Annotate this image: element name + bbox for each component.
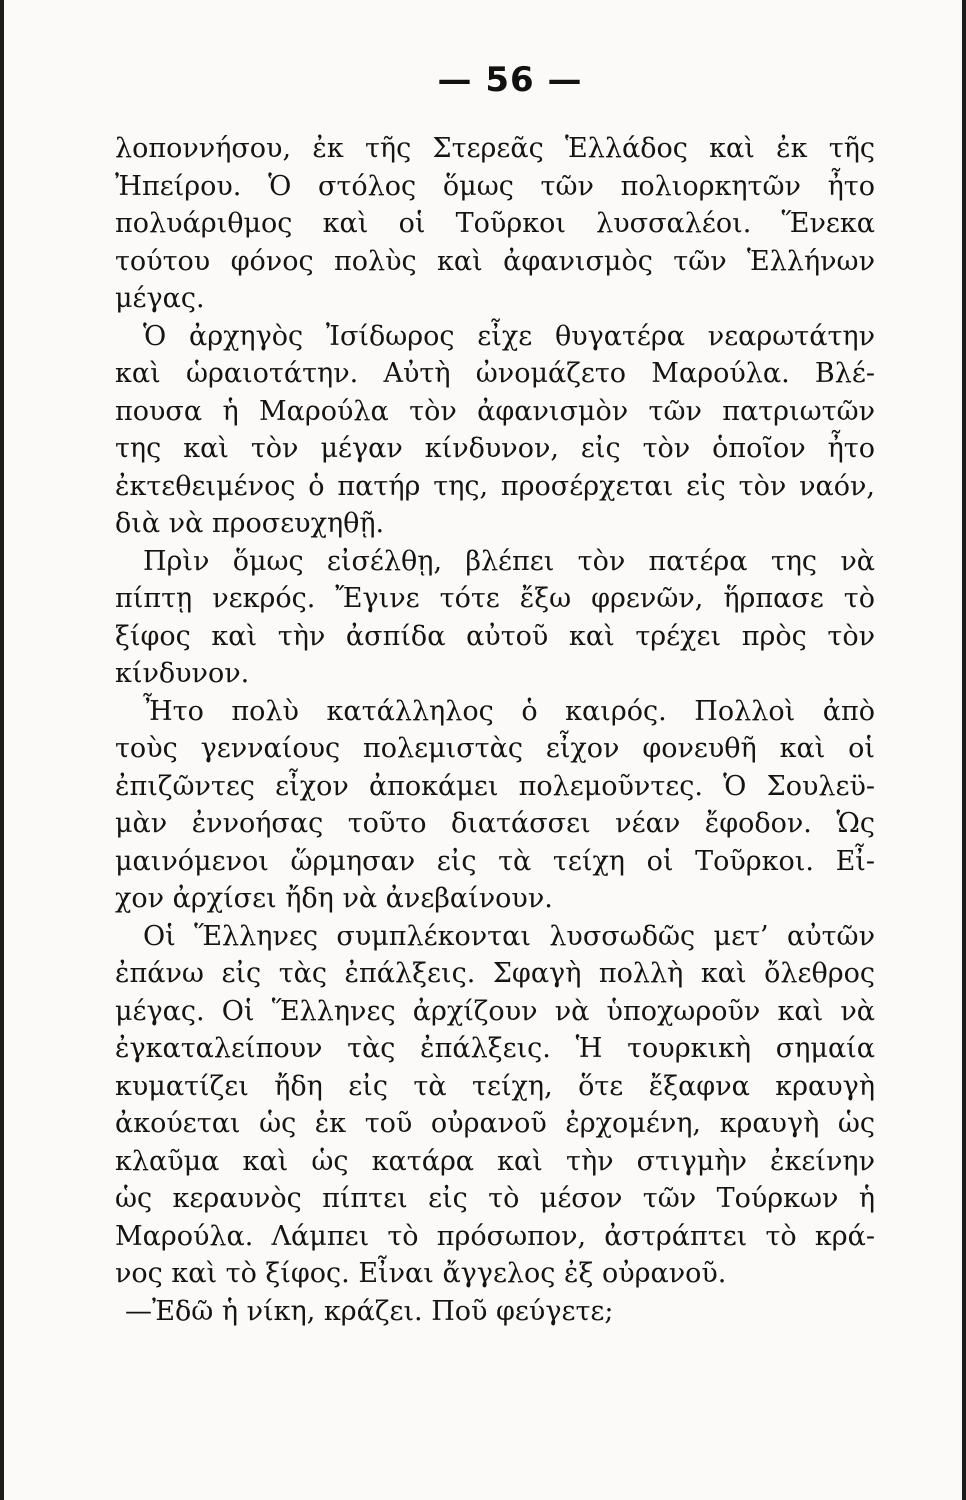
text-line: πουσα ἡ Μαρούλα τὸν ἀφανισμὸν τῶν πατριωτῶν	[115, 395, 875, 427]
text-line: λοποννήσου, ἐκ τῆς Στερεᾶς Ἑλλάδος καὶ ἐκ τῆς	[115, 133, 875, 164]
text-line: μὰν ἐννοήσας τοῦτο διατάσσει νέαν ἔφοδον. Ὡς	[115, 808, 875, 839]
text-line: τούτου φόνος πολὺς καὶ ἀφανισμὸς τῶν Ἑλλήνων	[115, 245, 875, 277]
text-line: ἐπάνω εἰς τὰς ἐπάλξεις. Σφαγὴ πολλὴ καὶ ὄλεθρος	[115, 958, 875, 989]
page-edge-right	[962, 0, 966, 1500]
text-line: της καὶ τὸν μέγαν κίνδυνον, εἰς τὸν ὁποῖον ἦτο	[115, 433, 875, 464]
text-line: κίνδυνον.	[115, 658, 250, 689]
text-line: νος καὶ τὸ ξίφος. Εἶναι ἄγγελος ἐξ οὐρανοῦ.	[115, 1258, 727, 1289]
text-line: κυματίζει ἤδη εἰς τὰ τείχη, ὅτε ἔξαφνα κραυγὴ	[115, 1070, 875, 1102]
text-line: ξίφος καὶ τὴν ἀσπίδα αὐτοῦ καὶ τρέχει πρὸς τὸν	[115, 620, 875, 652]
text-line: ἐπιζῶντες εἶχον ἀποκάμει πολεμοῦντες. Ὁ Σουλεϋ-	[115, 770, 875, 802]
text-line: διὰ νὰ προσευχηθῇ.	[115, 508, 385, 539]
text-line: κλαῦμα καὶ ὡς κατάρα καὶ τὴν στιγμὴν ἐκείνην	[115, 1145, 875, 1177]
text-line: χον ἀρχίσει ἤδη νὰ ἀνεβαίνουν.	[115, 883, 553, 914]
text-line: ὡς κεραυνὸς πίπτει εἰς τὸ μέσον τῶν Τούρκων ἡ	[115, 1183, 875, 1214]
text-line: Πρὶν ὅμως εἰσέλθῃ, βλέπει τὸν πατέρα της νὰ	[143, 545, 875, 577]
page-edge-left	[0, 0, 4, 1500]
text-line: Ὁ ἀρχηγὸς Ἰσίδωρος εἶχε θυγατέρα νεαρωτάτην	[143, 320, 875, 352]
text-line: καὶ ὡραιοτάτην. Αὐτὴ ὠνομάζετο Μαρούλα. Βλέ-	[115, 358, 875, 389]
text-line: πολυάριθμος καὶ οἱ Τοῦρκοι λυσσαλέοι. Ἕνεκα	[115, 208, 875, 239]
text-line: μέγας.	[115, 283, 205, 314]
text-line: Ἠπείρου. Ὁ στόλος ὅμως τῶν πολιορκητῶν ἦτο	[115, 170, 875, 202]
page-number: — 56 —	[437, 60, 583, 100]
text-line: μέγας. Οἱ Ἕλληνες ἀρχίζουν νὰ ὑποχωροῦν καὶ νὰ	[115, 995, 875, 1027]
text-line: ἀκούεται ὡς ἐκ τοῦ οὐρανοῦ ἐρχομένη, κραυγὴ ὡς	[115, 1108, 875, 1139]
text-line: ἐκτεθειμένος ὁ πατήρ της, προσέρχεται εἰς τὸν ναόν,	[115, 470, 875, 502]
text-line: —Ἐδῶ ἡ νίκη, κράζει. Ποῦ φεύγετε;	[125, 1295, 614, 1327]
text-line: μαινόμενοι ὥρμησαν εἰς τὰ τείχη οἱ Τοῦρκοι. Εἶ-	[115, 845, 875, 877]
text-line: Οἱ Ἕλληνες συμπλέκονται λυσσωδῶς μετ’ αὐτῶν	[143, 920, 875, 952]
text-line: Ἦτο πολὺ κατάλληλος ὁ καιρός. Πολλοὶ ἀπὸ	[143, 695, 875, 727]
text-line: τοὺς γενναίους πολεμιστὰς εἶχον φονευθῆ καὶ οἱ	[115, 733, 875, 764]
text-line: πίπτῃ νεκρός. Ἔγινε τότε ἔξω φρενῶν, ἥρπασε τὸ	[115, 583, 875, 614]
body-text	[115, 130, 875, 1330]
text-line: ἐγκαταλείπουν τὰς ἐπάλξεις. Ἡ τουρκικὴ σημαία	[115, 1033, 875, 1064]
text-line: Μαρούλα. Λάμπει τὸ πρόσωπον, ἀστράπτει τὸ κρά-	[115, 1220, 875, 1252]
